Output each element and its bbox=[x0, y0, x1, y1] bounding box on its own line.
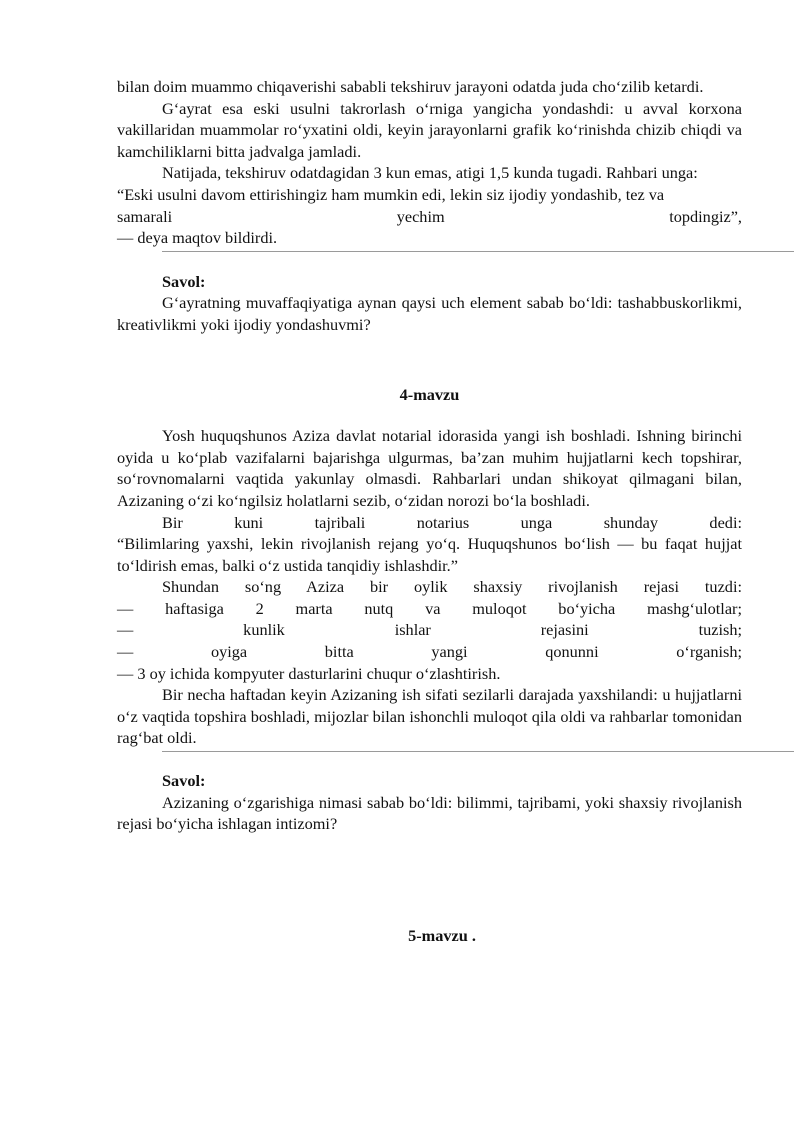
paragraph-notary-quote: “Bilimlaring yaxshi, lekin rivojlanish rejang yo‘q. Huquqshunos bo‘lish — bu faqat hujjat to‘ldirish emas, balki o‘z ustida tanqidiy ishlashdir.” bbox=[117, 534, 742, 575]
quote-word-2: yechim bbox=[396, 206, 445, 226]
paragraph-gayrat-approach: G‘ayrat esa eski usulni takrorlash o‘rniga yangicha yondashdi: u avval korxona vakillaridan muammolar ro‘yxatini oldi, keyin jarayonlarni grafik ko‘rinishda chizib chiqdi va kamchiliklarni bitta jadvalga jamladi. bbox=[117, 98, 742, 161]
paragraph-result: Natijada, tekshiruv odatdagidan 3 kun emas, atigi 1,5 kunda tugadi. Rahbari unga: bbox=[162, 163, 698, 183]
question-label: Savol: bbox=[162, 271, 206, 291]
quote-line-2 bbox=[117, 206, 742, 228]
paragraph-aziza-intro: Yosh huquqshunos Aziza davlat notarial idorasida yangi ish boshladi. Ishning birinchi oyida u ko‘plab vazifalarni bajarishga ulgurmas, ba’zan muhim hujjatlarni kech topshirar, so‘rovnomalarni vaqtida yakunlay olmasdi. Rahbarlari undan shikoyat qilmagani bilan, Azizaning o‘zi ko‘ngilsiz holatlarni sezib, o‘zidan norozi bo‘la boshladi. bbox=[117, 426, 742, 510]
question-text: Azizaning o‘zgarishiga nimasi sabab bo‘ldi: bilimmi, tajribami, yoki shaxsiy rivojlanish rejasi bo‘yicha ishlagan intizomi? bbox=[117, 792, 742, 834]
plan-list-item: — oyiga bitta yangi qonunni o‘rganish; bbox=[117, 642, 742, 662]
section-divider bbox=[162, 751, 794, 752]
paragraph-continued: bilan doim muammo chiqaverishi sababli tekshiruv jarayoni odatda juda cho‘zilib ketardi. bbox=[117, 77, 704, 96]
paragraph-notary-lead: Bir kuni tajribali notarius unga shunday dedi: bbox=[162, 512, 742, 532]
plan-list-item: — kunlik ishlar rejasini tuzish; bbox=[117, 620, 742, 640]
topic-title: 4-mavzu bbox=[399, 384, 460, 404]
section-divider bbox=[162, 251, 794, 252]
question-text: G‘ayratning muvaffaqiyatiga aynan qaysi uch element sabab bo‘ldi: tashabbuskorlikmi, kreativlikmi yoki ijodiy yondashuvmi? bbox=[117, 293, 742, 334]
question-label: Savol: bbox=[162, 771, 206, 791]
quote-line-3: — deya maqtov bildirdi. bbox=[117, 228, 278, 248]
quote-word-3: topdingiz”, bbox=[669, 206, 742, 226]
topic-title: 5-mavzu . bbox=[408, 925, 476, 945]
plan-list-item: — 3 oy ichida kompyuter dasturlarini chuqur o‘zlashtirish. bbox=[117, 663, 501, 683]
plan-list-item: — haftasiga 2 marta nutq va muloqot bo‘yicha mashg‘ulotlar; bbox=[117, 598, 742, 618]
quote-word-1: samarali bbox=[117, 206, 173, 226]
paragraph-outcome: Bir necha haftadan keyin Azizaning ish sifati sezilarli darajada yaxshilandi: u hujjatlarni o‘z vaqtida topshira boshladi, mijozlar bilan ishonchli muloqot qila oldi va rahbarlar tomonidan rag‘bat oldi. bbox=[117, 685, 742, 748]
document-page bbox=[117, 76, 742, 946]
quote-line-1: “Eski usulni davom ettirishingiz ham mumkin edi, lekin siz ijodiy yondashib, tez va bbox=[117, 184, 665, 204]
paragraph-plan-lead: Shundan so‘ng Aziza bir oylik shaxsiy rivojlanish rejasi tuzdi: bbox=[162, 577, 742, 597]
